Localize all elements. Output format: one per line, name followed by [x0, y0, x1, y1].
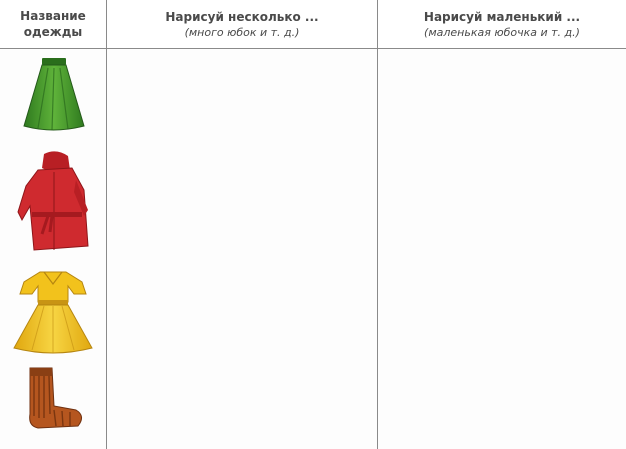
- draw-small-area[interactable]: [378, 49, 626, 449]
- header-draw-small-title: Нарисуй маленький ...: [423, 9, 581, 24]
- header-clothing-name-line1: Название: [20, 9, 86, 23]
- header-clothing-name-line2: одежды: [23, 25, 83, 39]
- header-draw-small: [378, 0, 626, 48]
- coat-icon: [14, 150, 94, 260]
- header-clothing-name: [0, 0, 106, 48]
- skirt-icon: [18, 56, 88, 134]
- sock-icon: [18, 366, 88, 434]
- header-draw-several-subtitle: (много юбок и т. д.): [184, 25, 300, 39]
- dress-icon: [10, 268, 96, 356]
- header-draw-several-title: Нарисуй несколько ...: [165, 9, 319, 24]
- draw-several-area[interactable]: [107, 49, 377, 449]
- header-draw-several: [107, 0, 377, 48]
- header-draw-small-subtitle: (маленькая юбочка и т. д.): [424, 25, 580, 39]
